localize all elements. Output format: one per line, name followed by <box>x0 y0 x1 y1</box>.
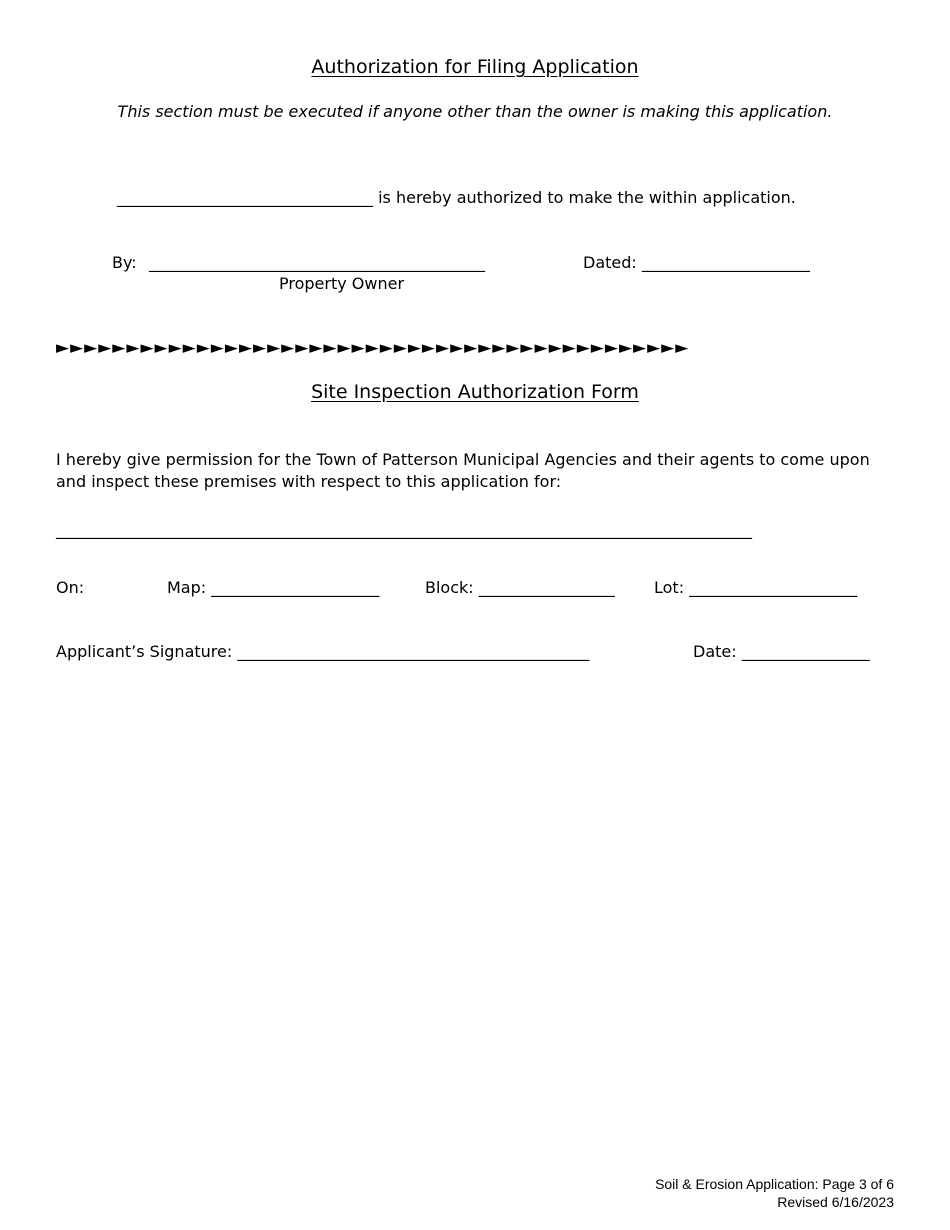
dated-blank[interactable]: _____________________ <box>641 253 810 272</box>
on-label: On: <box>56 578 85 597</box>
authorized-text: is hereby authorized to make the within application. <box>378 188 796 207</box>
map-blank[interactable]: _____________________ <box>211 578 380 597</box>
auth-section-note: This section must be executed if anyone other than the owner is making this application. <box>117 102 833 121</box>
lot-field <box>654 578 857 597</box>
footer-revised-date: Revised 6/16/2023 <box>777 1194 894 1210</box>
authorized-person-blank[interactable]: ________________________________ <box>117 188 373 207</box>
arrow-divider: ►►►►►►►►►►►►►►►►►►►►►►►►►►►►►►►►►►►►►►►►►►►►► <box>56 338 690 358</box>
date-blank[interactable]: ________________ <box>741 642 870 661</box>
by-label: By: <box>112 253 137 272</box>
lot-blank[interactable]: _____________________ <box>689 578 858 597</box>
property-owner-caption: Property Owner <box>279 274 405 293</box>
signature-field <box>56 642 589 661</box>
by-signature-blank[interactable]: __________________________________________ <box>149 253 485 272</box>
date-field <box>693 642 870 661</box>
purpose-blank[interactable]: _______________________________________________________________________________________ <box>56 520 752 539</box>
block-field <box>425 578 615 597</box>
block-label: Block: <box>425 578 474 597</box>
site-section-title: Site Inspection Authorization Form <box>311 381 639 403</box>
map-field <box>167 578 379 597</box>
dated-field <box>583 253 810 272</box>
signature-blank[interactable]: ____________________________________________ <box>237 642 590 661</box>
auth-section-title: Authorization for Filing Application <box>311 56 639 78</box>
authorized-person-line <box>117 188 796 207</box>
block-blank[interactable]: _________________ <box>478 578 615 597</box>
permission-paragraph: I hereby give permission for the Town of Patterson Municipal Agencies and their agents to come upon and inspect these premises with respect to this application for: <box>56 450 870 491</box>
map-label: Map: <box>167 578 207 597</box>
date-label: Date: <box>693 642 737 661</box>
footer-page-info: Soil & Erosion Application: Page 3 of 6 <box>655 1176 894 1192</box>
lot-label: Lot: <box>654 578 685 597</box>
dated-label: Dated: <box>583 253 637 272</box>
signature-label: Applicant’s Signature: <box>56 642 233 661</box>
